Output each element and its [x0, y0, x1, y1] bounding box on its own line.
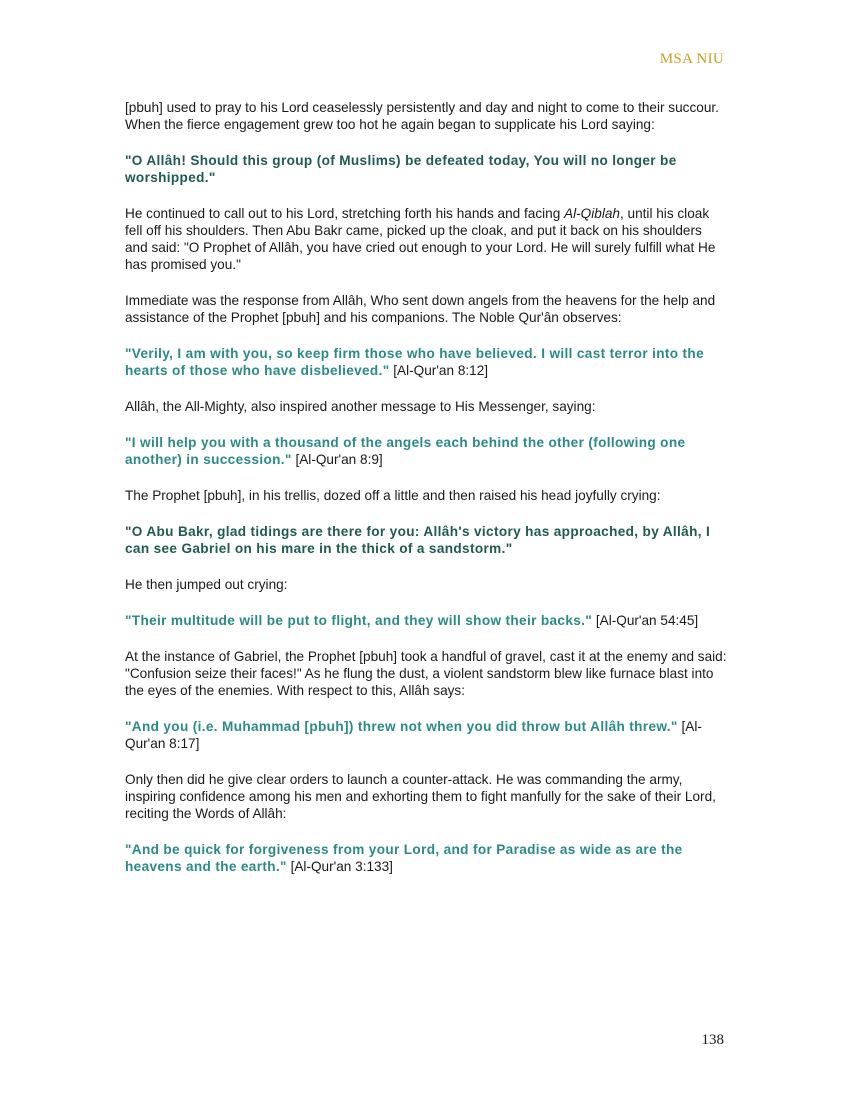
quote-block — [125, 434, 727, 468]
quran-reference: [Al-Qur'an 3:133] — [286, 859, 393, 874]
running-header: MSA NIU — [659, 51, 724, 67]
paragraph-text: He continued to call out to his Lord, stretching forth his hands and facing — [125, 206, 565, 221]
paragraph — [125, 398, 727, 415]
paragraph-text: The Prophet [pbuh], in his trellis, dozed off a little and then raised his head joyfully crying: — [125, 488, 661, 503]
paragraph — [125, 292, 727, 326]
quote-block — [125, 523, 727, 557]
quran-reference: [Al-Qur'an 8:12] — [389, 363, 489, 378]
quote-text: "O Allâh! Should this group (of Muslims) be defeated today, You will no longer be worshipped." — [125, 153, 677, 185]
quran-quote: "And you (i.e. Muhammad [pbuh]) threw not when you did throw but Allâh threw." — [125, 719, 678, 734]
quran-quote: "Verily, I am with you, so keep firm those who have believed. I will cast terror into the hearts of those who have disbelieved." — [125, 346, 704, 378]
quote-block — [125, 841, 727, 875]
quote-block — [125, 345, 727, 379]
quote-block — [125, 718, 727, 752]
italic-term: Al-Qiblah — [564, 206, 620, 221]
paragraph — [125, 771, 727, 822]
quran-reference: [Al-Qur'an 8:17] — [125, 719, 702, 751]
quote-text: "O Abu Bakr, glad tidings are there for you: Allâh's victory has approached, by Allâh, I can see Gabriel on his mare in the thick of a sandstorm." — [125, 524, 711, 556]
paragraph — [125, 648, 727, 699]
quran-reference: [Al-Qur'an 54:45] — [592, 613, 699, 628]
paragraph-text: , until his cloak fell off his shoulders. Then Abu Bakr came, picked up the cloak, and put it back on his shoulders and said: "O Prophet of Allâh, you have cried out enough to your Lord. He will surely fulfill what He has promised you." — [125, 206, 716, 272]
quran-quote: "Their multitude will be put to flight, and they will show their backs." — [125, 613, 593, 628]
paragraph-text: Immediate was the response from Allâh, Who sent down angels from the heavens for the help and assistance of the Prophet [pbuh] and his companions. The Noble Qur'ân observes: — [125, 293, 716, 325]
page-number: 138 — [701, 1032, 724, 1048]
quran-quote: "And be quick for forgiveness from your Lord, and for Paradise as wide as are the heavens and the earth." — [125, 842, 683, 874]
paragraph-text: Only then did he give clear orders to launch a counter-attack. He was commanding the army, inspiring confidence among his men and exhorting them to fight manfully for the sake of their Lord, reciting the Words of Allâh: — [125, 772, 716, 821]
paragraph — [125, 576, 727, 593]
paragraph-text: At the instance of Gabriel, the Prophet [pbuh] took a handful of gravel, cast it at the enemy and said: "Confusion seize their faces!" As he flung the dust, a violent sandstorm blew like furnace blast into the eyes of the enemies. With respect to this, Allâh says: — [125, 649, 727, 698]
quote-block — [125, 612, 727, 629]
paragraph-text: [pbuh] used to pray to his Lord ceaselessly persistently and day and night to come to their succour. When the fierce engagement grew too hot he again began to supplicate his Lord saying: — [125, 100, 719, 132]
paragraph — [125, 205, 727, 273]
quran-reference: [Al-Qur'an 8:9] — [291, 452, 383, 467]
quran-quote: "I will help you with a thousand of the angels each behind the other (following one another) in succession." — [125, 435, 686, 467]
paragraph — [125, 99, 727, 133]
page-body — [125, 99, 727, 894]
paragraph — [125, 487, 727, 504]
paragraph-text: Allâh, the All-Mighty, also inspired another message to His Messenger, saying: — [125, 399, 596, 414]
quote-block — [125, 152, 727, 186]
paragraph-text: He then jumped out crying: — [125, 577, 288, 592]
